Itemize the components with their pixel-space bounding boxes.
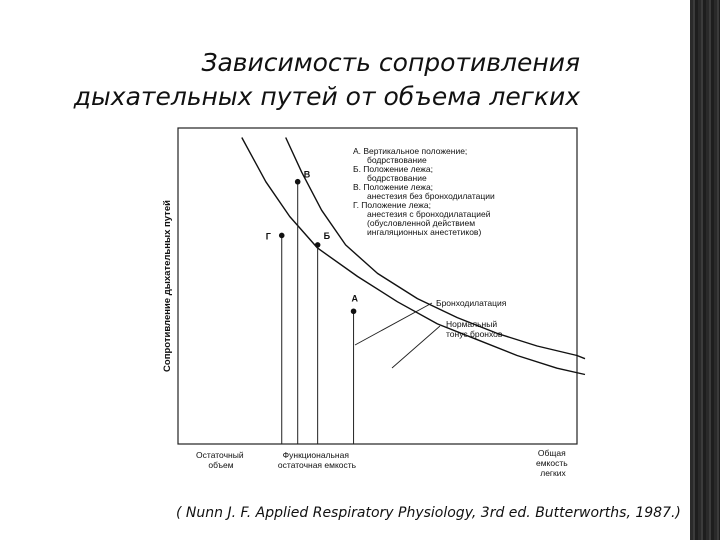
marker-point-3 — [351, 308, 357, 314]
marker-label-2: Б — [323, 230, 331, 241]
x-label-tlc — [536, 448, 570, 478]
normal-tone-leader — [392, 326, 440, 368]
y-axis-label: Сопротивление дыхательных путей — [162, 200, 173, 372]
x-label-residual-volume — [196, 450, 246, 470]
marker-point-1 — [279, 233, 285, 239]
x-label-residual-volume-line-1: Остаточный — [196, 450, 244, 460]
legend-line: (обусловленной действием — [367, 218, 476, 228]
x-label-residual-volume-line-2: объем — [208, 460, 234, 470]
marker-label-1: Г — [265, 231, 271, 242]
series-label-normal-tone-line-2: тонус бронхов — [446, 329, 503, 339]
legend-line: бодрствование — [367, 155, 427, 165]
slide-right-border — [690, 0, 720, 540]
x-label-frc — [278, 450, 357, 470]
legend-line: А. Вертикальное положение; — [353, 146, 468, 156]
marker-point-0 — [295, 179, 301, 185]
chart-legend — [353, 146, 497, 237]
legend-line: Г. Положение лежа; — [353, 200, 431, 210]
series-label-normal-tone-line-1: Нормальный — [446, 319, 498, 329]
series-line-1 — [286, 138, 585, 359]
x-label-tlc-line-2: емкость — [535, 458, 568, 468]
x-label-frc-line-2: остаточная емкость — [277, 460, 357, 470]
legend-line: анестезия с бронходилатацией — [367, 209, 491, 219]
legend-line: бодрствование — [367, 173, 427, 183]
legend-line: анестезия без бронходилатации — [367, 191, 495, 201]
x-label-tlc-line-1: Общая — [537, 448, 566, 458]
x-label-frc-line-1: Функциональная — [282, 450, 349, 460]
series-label-normal-tone — [446, 319, 503, 339]
source-caption: ( Nunn J. F. Applied Respiratory Physiology, 3rd ed. Butterworths, 1987.) — [176, 505, 681, 521]
marker-label-3: А — [351, 293, 359, 304]
slide-title-line-1: Зависимость сопротивления — [201, 48, 580, 77]
marker-label-0: В — [303, 169, 311, 180]
legend-line: Б. Положение лежа; — [353, 164, 433, 174]
bronchodilation-leader — [355, 303, 432, 345]
slide-title-line-2: дыхательных путей от объема легких — [73, 82, 580, 111]
legend-line: В. Положение лежа; — [353, 182, 434, 192]
x-label-tlc-line-3: легких — [540, 468, 566, 478]
legend-line: ингаляционных анестетиков) — [367, 227, 482, 237]
series-label-bronchodilation: Бронходилатация — [436, 298, 507, 308]
marker-point-2 — [315, 242, 321, 248]
